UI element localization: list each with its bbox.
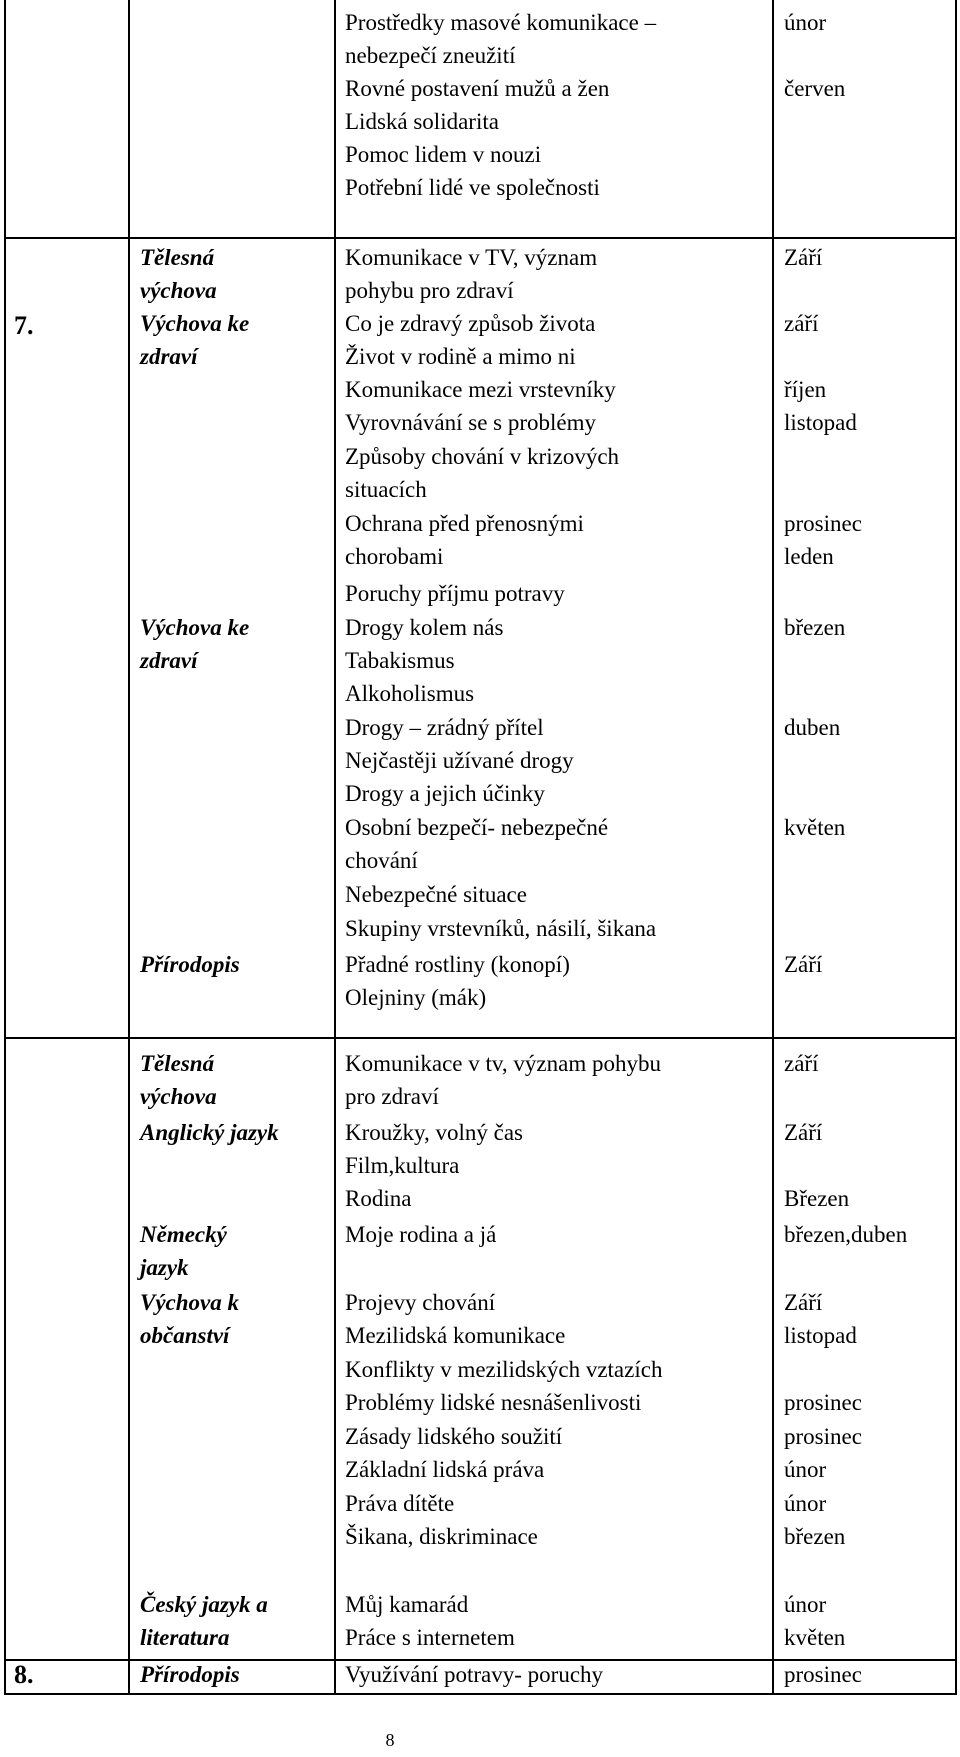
subject-name: Výchova ke — [140, 311, 250, 336]
topic-text: Olejniny (mák) — [345, 985, 487, 1010]
topic-text: Film,kultura — [345, 1153, 460, 1178]
month-text: červen — [784, 76, 846, 101]
topic-text: Drogy kolem nás — [345, 615, 504, 640]
month-text: březen — [784, 1524, 846, 1549]
month-text: listopad — [784, 410, 857, 435]
month-text: Září — [784, 245, 823, 270]
subject-name: Výchova k — [140, 1290, 240, 1315]
topic-text: Práva dítěte — [345, 1491, 455, 1516]
topic-text: Prostředky masové komunikace – — [345, 10, 657, 35]
topic-text: Potřební lidé ve společnosti — [345, 175, 600, 200]
topic-text: situacích — [345, 477, 427, 502]
topic-text: Využívání potravy- poruchy — [345, 1662, 604, 1687]
subject-name: občanství — [140, 1323, 230, 1348]
subject-name: Výchova ke — [140, 615, 250, 640]
topic-text: pohybu pro zdraví — [345, 278, 514, 303]
row-divider-2 — [4, 1037, 957, 1039]
month-text: květen — [784, 815, 846, 840]
topic-text: Mezilidská komunikace — [345, 1323, 566, 1348]
row-divider-1 — [4, 237, 957, 239]
topic-text: Pomoc lidem v nouzi — [345, 142, 542, 167]
topic-text: chování — [345, 848, 418, 873]
topic-text: Můj kamarád — [345, 1592, 469, 1617]
topic-text: pro zdraví — [345, 1084, 439, 1109]
page-number: 8 — [385, 1730, 395, 1750]
topic-text: chorobami — [345, 544, 444, 569]
topic-text: Projevy chování — [345, 1290, 496, 1315]
topic-text: Drogy – zrádný přítel — [345, 715, 544, 740]
subject-name: Tělesná — [140, 1051, 215, 1076]
topic-text: Komunikace v TV, význam — [345, 245, 598, 270]
month-text: prosinec — [784, 1662, 862, 1687]
topic-text: Lidská solidarita — [345, 109, 499, 134]
column-divider-topic — [772, 0, 774, 1695]
topic-text: Život v rodině a mimo ni — [345, 344, 576, 369]
topic-text: Tabakismus — [345, 648, 455, 673]
topic-text: Kroužky, volný čas — [345, 1120, 523, 1145]
subject-name: zdraví — [140, 648, 198, 673]
topic-text: Zásady lidského soužití — [345, 1424, 563, 1449]
month-text: únor — [784, 1457, 827, 1482]
month-text: duben — [784, 715, 841, 740]
topic-text: Komunikace v tv, význam pohybu — [345, 1051, 661, 1076]
topic-text: Skupiny vrstevníků, násilí, šikana — [345, 916, 657, 941]
topic-text: nebezpečí zneužití — [345, 43, 516, 68]
month-text: leden — [784, 544, 834, 569]
column-divider-grade — [128, 0, 130, 1695]
topic-text: Drogy a jejich účinky — [345, 781, 545, 806]
month-text: únor — [784, 1491, 827, 1516]
month-text: říjen — [784, 377, 827, 402]
month-text: únor — [784, 10, 827, 35]
topic-text: Nejčastěji užívané drogy — [345, 748, 574, 773]
topic-text: Rovné postavení mužů a žen — [345, 76, 610, 101]
column-divider-subject — [334, 0, 336, 1695]
month-text: Březen — [784, 1186, 850, 1211]
topic-text: Práce s internetem — [345, 1625, 515, 1650]
topic-text: Poruchy příjmu potravy — [345, 581, 565, 606]
month-text: prosinec — [784, 511, 862, 536]
topic-text: Vyrovnávání se s problémy — [345, 410, 597, 435]
month-text: září — [784, 1051, 819, 1076]
topic-text: Problémy lidské nesnášenlivosti — [345, 1390, 642, 1415]
month-text: březen — [784, 615, 846, 640]
topic-text: Osobní bezpečí- nebezpečné — [345, 815, 609, 840]
grade-number: 7. — [14, 311, 34, 340]
month-text: únor — [784, 1592, 827, 1617]
topic-text: Způsoby chování v krizových — [345, 444, 620, 469]
table-border-left — [4, 0, 6, 1695]
subject-name: literatura — [140, 1625, 230, 1650]
topic-text: Šikana, diskriminace — [345, 1524, 538, 1549]
subject-name: jazyk — [140, 1255, 189, 1280]
subject-name: výchova — [140, 278, 217, 303]
topic-text: Alkoholismus — [345, 681, 475, 706]
topic-text: Nebezpečné situace — [345, 882, 527, 907]
topic-text: Ochrana před přenosnými — [345, 511, 584, 536]
subject-name: Německý — [140, 1222, 227, 1247]
month-text: prosinec — [784, 1424, 862, 1449]
topic-text: Komunikace mezi vrstevníky — [345, 377, 616, 402]
grade-number: 8. — [14, 1660, 34, 1689]
subject-name: Přírodopis — [140, 952, 240, 977]
month-text: Září — [784, 1290, 823, 1315]
month-text: květen — [784, 1625, 846, 1650]
month-text: prosinec — [784, 1390, 862, 1415]
month-text: Září — [784, 952, 823, 977]
subject-name: Tělesná — [140, 245, 215, 270]
subject-name: výchova — [140, 1084, 217, 1109]
month-text: březen,duben — [784, 1222, 908, 1247]
month-text: listopad — [784, 1323, 857, 1348]
topic-text: Co je zdravý způsob života — [345, 311, 596, 336]
topic-text: Moje rodina a já — [345, 1222, 497, 1247]
month-text: září — [784, 311, 819, 336]
subject-name: zdraví — [140, 344, 198, 369]
subject-name: Přírodopis — [140, 1662, 240, 1687]
topic-text: Základní lidská práva — [345, 1457, 545, 1482]
topic-text: Přadné rostliny (konopí) — [345, 952, 570, 977]
month-text: Září — [784, 1120, 823, 1145]
subject-name: Anglický jazyk — [140, 1120, 279, 1145]
topic-text: Konflikty v mezilidských vztazích — [345, 1357, 663, 1382]
subject-name: Český jazyk a — [140, 1592, 268, 1617]
topic-text: Rodina — [345, 1186, 412, 1211]
